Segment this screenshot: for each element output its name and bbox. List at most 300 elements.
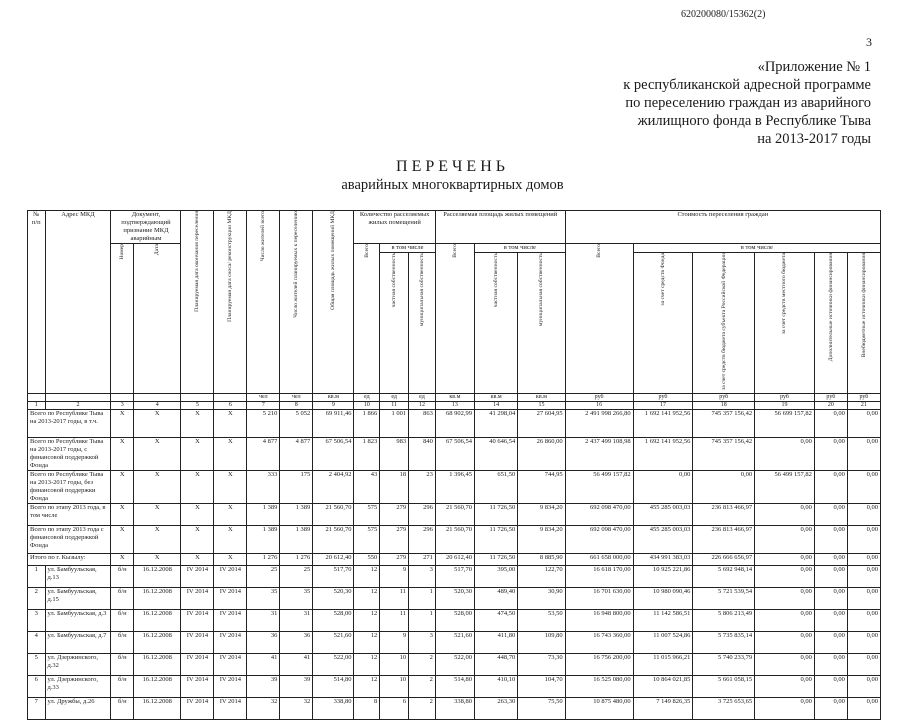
- row-cell: 16 743 360,00: [565, 632, 633, 654]
- summary-cell: 27 604,95: [518, 410, 565, 438]
- row-cell: 11 007 524,86: [633, 632, 693, 654]
- row-cell: 448,70: [474, 654, 517, 676]
- units-row-cell: руб: [633, 394, 693, 402]
- row-cell: 489,40: [474, 588, 517, 610]
- col-header-doc-date: Дата: [134, 244, 181, 394]
- col-header-cost-incl: в том числе: [633, 244, 880, 253]
- summary-cell: 20 612,40: [313, 554, 354, 566]
- summary-cell: 5 052: [280, 410, 313, 438]
- units-row-cell: чел: [247, 394, 280, 402]
- row-cell: IV 2014: [181, 632, 214, 654]
- summary-cell: 1 389: [280, 526, 313, 554]
- header-row-1: [28, 211, 881, 244]
- row-address: ул. Бамбуульская, д.7: [45, 632, 111, 654]
- col-header-area-incl: в том числе: [474, 244, 565, 253]
- col-header-area-group: Расселяемая площадь жилых помещений: [435, 211, 565, 244]
- summary-cell: 0,00: [633, 471, 693, 504]
- column-number-row-cell: 17: [633, 402, 693, 410]
- row-cell: 521,60: [313, 632, 354, 654]
- col-header-residents-planned: Число жителей планируемых к переселению: [280, 211, 313, 394]
- summary-cell: 0,00: [755, 554, 815, 566]
- row-cell: 32: [280, 698, 313, 720]
- row-cell: 10 980 090,46: [633, 588, 693, 610]
- row-cell: 2: [409, 698, 436, 720]
- units-row-cell: кв.м: [435, 394, 474, 402]
- summary-cell: 2 404,92: [313, 471, 354, 504]
- summary-row: [28, 554, 881, 566]
- summary-cell: 41 298,04: [474, 410, 517, 438]
- summary-cell: 0,00: [847, 471, 880, 504]
- row-cell: 0,00: [814, 676, 847, 698]
- summary-cell: 40 646,54: [474, 438, 517, 471]
- row-cell: 2: [409, 676, 436, 698]
- row-cell: 12: [354, 654, 380, 676]
- summary-cell: 455 285 003,03: [633, 504, 693, 526]
- col-header-rooms-private: частная собственность: [380, 253, 409, 394]
- column-number-row-cell: 5: [181, 402, 214, 410]
- row-cell: 410,10: [474, 676, 517, 698]
- row-cell: 0,00: [755, 676, 815, 698]
- table-row: [28, 676, 881, 698]
- summary-cell: 271: [409, 554, 436, 566]
- row-cell: 3: [409, 632, 436, 654]
- col-header-doc-group: Документ, подтверждающий признание МКД аварийным: [111, 211, 181, 244]
- summary-cell: X: [134, 471, 181, 504]
- row-cell: 8: [354, 698, 380, 720]
- row-cell: IV 2014: [181, 588, 214, 610]
- summary-cell: 745 357 156,42: [693, 410, 755, 438]
- summary-cell: 26 860,00: [518, 438, 565, 471]
- summary-cell: 56 699 157,82: [755, 410, 815, 438]
- units-row-cell: руб: [693, 394, 755, 402]
- col-header-rooms-municipal: муниципальная собственность: [409, 253, 436, 394]
- row-cell: IV 2014: [214, 676, 247, 698]
- row-cell: 522,00: [435, 654, 474, 676]
- summary-row-label: Всего по этапу 2013 года, в том числе: [28, 504, 111, 526]
- summary-cell: 983: [380, 438, 409, 471]
- row-cell: 5 661 058,15: [693, 676, 755, 698]
- row-cell: IV 2014: [214, 566, 247, 588]
- summary-cell: 692 098 470,00: [565, 504, 633, 526]
- row-cell: 11: [380, 588, 409, 610]
- row-cell: б/н: [111, 610, 134, 632]
- summary-cell: 0,00: [814, 554, 847, 566]
- data-rows: [28, 566, 881, 720]
- summary-cell: 745 357 156,42: [693, 438, 755, 471]
- row-cell: 0,00: [847, 566, 880, 588]
- row-cell: 0,00: [755, 566, 815, 588]
- summary-cell: 2 437 499 108,98: [565, 438, 633, 471]
- row-cell: IV 2014: [214, 698, 247, 720]
- summary-cell: 1 692 141 952,56: [633, 410, 693, 438]
- summary-cell: 692 098 470,00: [565, 526, 633, 554]
- row-cell: 73,30: [518, 654, 565, 676]
- summary-cell: 1 823: [354, 438, 380, 471]
- summary-cell: 0,00: [847, 554, 880, 566]
- row-cell: 0,00: [814, 698, 847, 720]
- summary-cell: X: [134, 504, 181, 526]
- row-cell: 0,00: [814, 654, 847, 676]
- row-cell: 7 149 826,35: [633, 698, 693, 720]
- summary-cell: 0,00: [847, 438, 880, 471]
- col-header-num: № п/п: [28, 211, 46, 394]
- summary-cell: X: [181, 471, 214, 504]
- row-cell: б/н: [111, 588, 134, 610]
- row-cell: 0,00: [814, 588, 847, 610]
- appendix-line-4: жилищного фонда в Республике Тыва: [637, 113, 871, 129]
- summary-cell: 2 491 998 266,80: [565, 410, 633, 438]
- summary-cell: X: [214, 554, 247, 566]
- summary-cell: 8 885,90: [518, 554, 565, 566]
- summary-cell: 20 612,40: [435, 554, 474, 566]
- row-cell: 16 948 800,00: [565, 610, 633, 632]
- summary-cell: 23: [409, 471, 436, 504]
- row-cell: 338,80: [435, 698, 474, 720]
- row-cell: 16.12.2008: [134, 676, 181, 698]
- row-cell: 10 925 221,86: [633, 566, 693, 588]
- row-cell: 109,80: [518, 632, 565, 654]
- column-number-row-cell: 10: [354, 402, 380, 410]
- row-cell: 16.12.2008: [134, 654, 181, 676]
- row-cell: 11: [380, 610, 409, 632]
- summary-cell: 661 658 000,00: [565, 554, 633, 566]
- row-cell: 0,00: [755, 632, 815, 654]
- col-header-total-area: Общая площадь жилых помещений МКД: [313, 211, 354, 394]
- row-cell: 3: [409, 566, 436, 588]
- appendix-line-2: к республиканской адресной программе: [623, 77, 871, 93]
- summary-cell: 43: [354, 471, 380, 504]
- row-cell: б/н: [111, 632, 134, 654]
- column-number-row-cell: 19: [755, 402, 815, 410]
- row-cell: 5 721 539,54: [693, 588, 755, 610]
- summary-cell: X: [181, 438, 214, 471]
- column-number-row-cell: 9: [313, 402, 354, 410]
- col-header-area-municipal: муниципальная собственность: [518, 253, 565, 394]
- row-cell: б/н: [111, 676, 134, 698]
- summary-cell: 1 866: [354, 410, 380, 438]
- row-cell: 2: [409, 654, 436, 676]
- col-header-area-total: Всего: [435, 244, 474, 394]
- row-cell: 0,00: [847, 698, 880, 720]
- summary-cell: 236 813 466,97: [693, 526, 755, 554]
- row-cell: 522,00: [313, 654, 354, 676]
- col-header-cost-group: Стоимость переселения граждан: [565, 211, 880, 244]
- summary-cell: 4 877: [247, 438, 280, 471]
- col-header-cost-budget-rt: за счет средств бюджета субъекта Российской Федерации: [693, 253, 755, 394]
- row-cell: 10: [380, 676, 409, 698]
- row-cell: 10 864 021,85: [633, 676, 693, 698]
- summary-cell: 651,50: [474, 471, 517, 504]
- summary-cell: X: [134, 526, 181, 554]
- buildings-table: [27, 210, 881, 720]
- column-number-row-cell: 18: [693, 402, 755, 410]
- row-cell: 5 735 835,14: [693, 632, 755, 654]
- summary-cell: 0,00: [814, 410, 847, 438]
- row-cell: 517,70: [435, 566, 474, 588]
- column-number-row-cell: 6: [214, 402, 247, 410]
- summary-cell: 11 726,50: [474, 554, 517, 566]
- units-row-cell: [45, 394, 111, 402]
- summary-cell: 69 911,46: [313, 410, 354, 438]
- row-cell: 0,00: [847, 632, 880, 654]
- row-cell: 16.12.2008: [134, 588, 181, 610]
- summary-cell: 0,00: [847, 526, 880, 554]
- summary-cell: 0,00: [814, 504, 847, 526]
- row-cell: 12: [354, 588, 380, 610]
- row-cell: 528,00: [313, 610, 354, 632]
- summary-cell: 333: [247, 471, 280, 504]
- row-cell: 31: [247, 610, 280, 632]
- row-cell: 0,00: [755, 654, 815, 676]
- summary-cell: 1 276: [280, 554, 313, 566]
- summary-cell: 21 560,70: [313, 504, 354, 526]
- summary-cell: 21 560,70: [435, 526, 474, 554]
- units-row-cell: ед: [380, 394, 409, 402]
- summary-cell: X: [111, 554, 134, 566]
- appendix-line-1: «Приложение № 1: [757, 59, 871, 75]
- col-header-cost-extra: Дополнительные источники финансирования: [814, 253, 847, 394]
- summary-cell: 279: [380, 526, 409, 554]
- row-cell: 520,30: [313, 588, 354, 610]
- column-number-row-cell: 12: [409, 402, 436, 410]
- summary-cell: 744,95: [518, 471, 565, 504]
- column-number-row: [28, 402, 881, 410]
- summary-row-label: Итого по г. Кызылу:: [28, 554, 111, 566]
- row-cell: б/н: [111, 698, 134, 720]
- summary-cell: X: [134, 554, 181, 566]
- document-registration-number: 620200080/15362(2): [681, 9, 766, 20]
- summary-cell: 1 276: [247, 554, 280, 566]
- table-row: [28, 654, 881, 676]
- summary-cell: 226 666 656,97: [693, 554, 755, 566]
- row-address: ул. Бамбуульская, д.15: [45, 588, 111, 610]
- summary-cell: 279: [380, 554, 409, 566]
- units-row-cell: кв.м: [313, 394, 354, 402]
- summary-cell: 1 692 141 952,56: [633, 438, 693, 471]
- row-cell: 0,00: [814, 632, 847, 654]
- units-row-cell: ед: [409, 394, 436, 402]
- col-header-area-private: частная собственность: [474, 253, 517, 394]
- row-address: ул. Дзержинского, д.32: [45, 654, 111, 676]
- row-cell: IV 2014: [181, 654, 214, 676]
- column-number-row-cell: 21: [847, 402, 880, 410]
- row-number: 7: [28, 698, 46, 720]
- summary-row-label: Всего по Республике Тыва на 2013-2017 годы, без финансовой поддержки Фонда: [28, 471, 111, 504]
- summary-cell: 1 396,45: [435, 471, 474, 504]
- summary-cell: 11 726,50: [474, 504, 517, 526]
- summary-cell: X: [111, 471, 134, 504]
- row-cell: IV 2014: [181, 676, 214, 698]
- summary-cell: X: [181, 554, 214, 566]
- row-cell: 35: [280, 588, 313, 610]
- col-header-rooms-incl: в том числе: [380, 244, 436, 253]
- units-row-cell: кв.м: [474, 394, 517, 402]
- row-cell: 517,70: [313, 566, 354, 588]
- row-cell: 75,50: [518, 698, 565, 720]
- summary-cell: 434 991 383,03: [633, 554, 693, 566]
- summary-cell: X: [214, 438, 247, 471]
- summary-cell: 67 506,54: [435, 438, 474, 471]
- units-row-cell: кв.м: [518, 394, 565, 402]
- row-cell: IV 2014: [214, 610, 247, 632]
- row-cell: 411,80: [474, 632, 517, 654]
- summary-cell: 296: [409, 504, 436, 526]
- units-row-cell: [28, 394, 46, 402]
- row-number: 4: [28, 632, 46, 654]
- row-cell: 0,00: [847, 610, 880, 632]
- row-address: ул. Дружбы, д.26: [45, 698, 111, 720]
- row-cell: 12: [354, 566, 380, 588]
- col-header-address: Адрес МКД: [45, 211, 111, 394]
- units-row-cell: [111, 394, 134, 402]
- summary-cell: 0,00: [814, 471, 847, 504]
- row-cell: IV 2014: [181, 698, 214, 720]
- row-cell: IV 2014: [214, 588, 247, 610]
- row-cell: 0,00: [755, 588, 815, 610]
- row-cell: 30,90: [518, 588, 565, 610]
- summary-cell: 4 877: [280, 438, 313, 471]
- units-row-cell: ед: [354, 394, 380, 402]
- summary-cell: X: [111, 526, 134, 554]
- summary-cell: X: [111, 410, 134, 438]
- document-subtitle: аварийных многоквартирных домов: [341, 177, 564, 193]
- row-cell: 25: [280, 566, 313, 588]
- row-cell: 1: [409, 610, 436, 632]
- row-cell: 10 875 480,00: [565, 698, 633, 720]
- row-cell: 36: [280, 632, 313, 654]
- summary-cell: 67 506,54: [313, 438, 354, 471]
- units-row-cell: [134, 394, 181, 402]
- row-cell: 36: [247, 632, 280, 654]
- row-cell: 474,50: [474, 610, 517, 632]
- col-header-cost-total: Всего: [565, 244, 633, 394]
- row-cell: 528,00: [435, 610, 474, 632]
- summary-cell: 5 210: [247, 410, 280, 438]
- column-number-row-cell: 2: [45, 402, 111, 410]
- summary-cell: 236 813 466,97: [693, 504, 755, 526]
- row-cell: 5 740 233,79: [693, 654, 755, 676]
- summary-cell: 21 560,70: [435, 504, 474, 526]
- row-cell: 3 725 653,65: [693, 698, 755, 720]
- units-row: [28, 394, 881, 402]
- row-cell: 35: [247, 588, 280, 610]
- units-row-group: [28, 394, 881, 402]
- document-title: ПЕРЕЧЕНЬ: [396, 158, 509, 175]
- row-number: 6: [28, 676, 46, 698]
- units-row-cell: руб: [847, 394, 880, 402]
- summary-cell: 575: [354, 526, 380, 554]
- summary-row-label: Всего по Республике Тыва на 2013-2017 годы, с финансовой поддержкой Фонда: [28, 438, 111, 471]
- summary-cell: 0,00: [814, 526, 847, 554]
- row-cell: 41: [247, 654, 280, 676]
- col-header-cost-offbudget: Внебюджетные источники финансирования: [847, 253, 880, 394]
- summary-cell: 0,00: [814, 438, 847, 471]
- summary-cell: 175: [280, 471, 313, 504]
- summary-cell: X: [111, 438, 134, 471]
- summary-cell: 68 902,99: [435, 410, 474, 438]
- row-cell: б/н: [111, 566, 134, 588]
- row-cell: 16 525 080,00: [565, 676, 633, 698]
- column-number-row-cell: 1: [28, 402, 46, 410]
- table-row: [28, 632, 881, 654]
- units-row-cell: чел: [280, 394, 313, 402]
- row-cell: 514,80: [435, 676, 474, 698]
- row-cell: 520,30: [435, 588, 474, 610]
- summary-cell: 1 001: [380, 410, 409, 438]
- summary-cell: X: [214, 471, 247, 504]
- row-cell: 10: [380, 654, 409, 676]
- col-header-residents: Число жителей всего: [247, 211, 280, 394]
- summary-cell: 550: [354, 554, 380, 566]
- summary-cell: 1 389: [247, 526, 280, 554]
- row-cell: 0,00: [814, 610, 847, 632]
- units-row-cell: руб: [755, 394, 815, 402]
- row-cell: 16 618 170,00: [565, 566, 633, 588]
- row-cell: 16 756 200,00: [565, 654, 633, 676]
- row-cell: 0,00: [814, 566, 847, 588]
- row-cell: 395,00: [474, 566, 517, 588]
- row-cell: 16.12.2008: [134, 610, 181, 632]
- summary-cell: X: [134, 410, 181, 438]
- row-cell: 16.12.2008: [134, 566, 181, 588]
- row-cell: 32: [247, 698, 280, 720]
- row-cell: 0,00: [755, 610, 815, 632]
- row-cell: 0,00: [755, 698, 815, 720]
- table-row: [28, 698, 881, 720]
- column-number-row-cell: 11: [380, 402, 409, 410]
- summary-cell: X: [134, 438, 181, 471]
- table-row: [28, 566, 881, 588]
- table-row: [28, 588, 881, 610]
- row-number: 2: [28, 588, 46, 610]
- row-cell: 122,70: [518, 566, 565, 588]
- row-number: 5: [28, 654, 46, 676]
- summary-cell: 56 499 157,82: [565, 471, 633, 504]
- row-cell: IV 2014: [181, 566, 214, 588]
- summary-cell: 0,00: [755, 438, 815, 471]
- summary-row: [28, 504, 881, 526]
- row-cell: 53,50: [518, 610, 565, 632]
- row-cell: 12: [354, 632, 380, 654]
- summary-cell: 575: [354, 504, 380, 526]
- row-cell: 31: [280, 610, 313, 632]
- row-cell: 9: [380, 566, 409, 588]
- row-cell: 11 015 966,21: [633, 654, 693, 676]
- row-address: ул. Дзержинского, д.33: [45, 676, 111, 698]
- summary-cell: 1 389: [280, 504, 313, 526]
- summary-cell: 455 285 003,03: [633, 526, 693, 554]
- column-number-row-cell: 20: [814, 402, 847, 410]
- column-number-row-cell: 3: [111, 402, 134, 410]
- row-cell: IV 2014: [214, 632, 247, 654]
- row-cell: 104,70: [518, 676, 565, 698]
- column-number-row-cell: 8: [280, 402, 313, 410]
- summary-cell: 279: [380, 504, 409, 526]
- summary-cell: 296: [409, 526, 436, 554]
- summary-cell: 0,00: [755, 526, 815, 554]
- row-cell: 12: [354, 676, 380, 698]
- units-row-cell: руб: [565, 394, 633, 402]
- summary-cell: X: [181, 526, 214, 554]
- column-number-row-cell: 14: [474, 402, 517, 410]
- row-cell: 25: [247, 566, 280, 588]
- row-cell: 5 692 948,14: [693, 566, 755, 588]
- col-header-planned-end: Планируемая дата окончания переселения: [181, 211, 214, 394]
- row-number: 3: [28, 610, 46, 632]
- summary-cell: 21 560,70: [313, 526, 354, 554]
- appendix-line-5: на 2013-2017 годы: [757, 131, 871, 147]
- row-cell: 1: [409, 588, 436, 610]
